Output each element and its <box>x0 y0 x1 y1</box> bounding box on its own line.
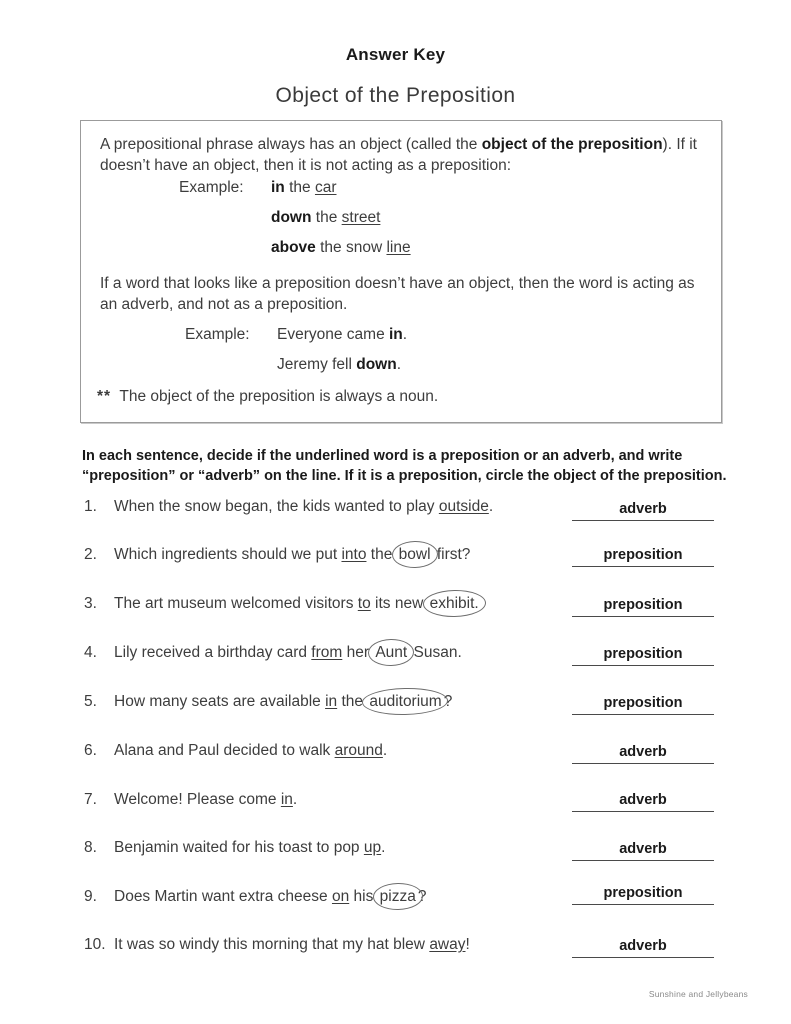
example-object: line <box>386 239 411 256</box>
answer-text: adverb <box>619 501 667 517</box>
info-paragraph-1 <box>100 134 704 176</box>
info-paragraph-1-suffix: ). If it doesn’t have an object, then it is not acting as a preposition: <box>100 136 697 174</box>
answer-text: adverb <box>619 938 667 954</box>
answer-line <box>572 763 714 764</box>
question-sentence <box>114 742 387 760</box>
answer-key-label: Answer Key <box>345 45 446 64</box>
directions-text: In each sentence, decide if the underlined word is a preposition or an adverb, and write “preposition” or “adverb” on the line. If it is a preposition, circle the object of the preposition. <box>82 448 727 484</box>
info-box <box>80 120 722 423</box>
sentence-text: Welcome! Please come <box>114 791 281 808</box>
example-1-line-2 <box>271 209 380 227</box>
underlined-word: to <box>357 595 371 612</box>
underlined-word: in <box>280 791 293 808</box>
answer-line <box>572 714 714 715</box>
answer-slot[interactable] <box>572 694 714 715</box>
answer-slot[interactable] <box>572 500 714 521</box>
sentence-text: the <box>337 693 368 710</box>
question-sentence <box>114 644 462 662</box>
answer-slot[interactable] <box>572 791 714 812</box>
answer-line <box>572 616 714 617</box>
sentence-text: her <box>342 644 374 661</box>
answer-slot[interactable] <box>572 645 714 666</box>
example-text: . <box>396 356 402 373</box>
example-preposition: above <box>271 239 316 256</box>
sentence-text: Benjamin waited for his toast to pop <box>114 839 364 856</box>
sentence-text: . <box>488 498 494 515</box>
info-paragraph-1-bold: object of the preposition <box>481 136 663 153</box>
question-number: 9. <box>84 888 97 905</box>
example-text: . <box>402 326 408 343</box>
answer-line <box>572 860 714 861</box>
example-preposition: down <box>271 209 312 226</box>
example-object: car <box>314 179 337 196</box>
example-text: the <box>311 209 342 226</box>
sentence-text: Which ingredients should we put <box>114 546 342 563</box>
sentence-text: its new <box>370 595 428 612</box>
page-title: Object of the Preposition <box>275 84 516 107</box>
circled-object-of-preposition: bowl <box>398 546 431 563</box>
question-sentence <box>114 546 470 564</box>
underlined-word: around <box>334 742 383 759</box>
answer-slot[interactable] <box>572 546 714 567</box>
circled-object-of-preposition: Aunt <box>375 644 408 661</box>
example-label-2: Example: <box>185 326 250 343</box>
answer-slot[interactable] <box>572 884 714 905</box>
note-asterisks: ** <box>97 388 112 405</box>
underlined-word: from <box>311 644 343 661</box>
sentence-text: It was so windy this morning that my hat blew <box>114 936 430 953</box>
example-1-line-1 <box>271 179 337 197</box>
sentence-text: The art museum welcomed visitors <box>114 595 358 612</box>
underlined-word: outside <box>438 498 489 515</box>
example-text: Everyone came <box>277 326 389 343</box>
sentence-text: his <box>349 888 378 905</box>
answer-line <box>572 665 714 666</box>
answer-slot[interactable] <box>572 743 714 764</box>
example-label-1: Example: <box>179 179 244 196</box>
answer-text: preposition <box>603 885 683 901</box>
underlined-word: in <box>325 693 338 710</box>
sentence-text: . <box>381 839 386 856</box>
example-2-line-1 <box>277 326 407 344</box>
example-1-line-3 <box>271 239 411 257</box>
sentence-text: ? <box>443 693 453 710</box>
question-number: 3. <box>84 595 97 612</box>
info-note <box>97 388 438 406</box>
answer-slot[interactable] <box>572 937 714 958</box>
sentence-text: When the snow began, the kids wanted to play <box>114 498 439 515</box>
sentence-text: Alana and Paul decided to walk <box>114 742 335 759</box>
example-adverb: down <box>356 356 397 373</box>
question-number: 7. <box>84 791 97 808</box>
circled-object-of-preposition: auditorium <box>369 693 442 710</box>
answer-line <box>572 566 714 567</box>
question-sentence <box>114 693 452 711</box>
sentence-text: first? <box>432 546 471 563</box>
sentence-text: . <box>292 791 298 808</box>
underlined-word: up <box>363 839 382 856</box>
sentence-text: ? <box>417 888 427 905</box>
info-paragraph-1-prefix: A prepositional phrase always has an object (called the <box>100 136 482 153</box>
answer-line <box>572 957 714 958</box>
question-sentence <box>114 791 297 809</box>
question-number: 1. <box>84 498 97 515</box>
underlined-word: into <box>341 546 367 563</box>
sentence-text: Susan. <box>409 644 462 661</box>
answer-text: adverb <box>619 744 667 760</box>
example-text: the snow <box>315 239 387 256</box>
answer-text: adverb <box>619 792 667 808</box>
answer-line <box>572 520 714 521</box>
answer-line <box>572 904 714 905</box>
question-sentence <box>114 595 481 613</box>
answer-slot[interactable] <box>572 840 714 861</box>
answer-text: preposition <box>603 597 683 613</box>
question-number: 10. <box>84 936 106 953</box>
answer-text: adverb <box>619 841 667 857</box>
footer-credit: Sunshine and Jellybeans <box>648 989 748 999</box>
answer-text: preposition <box>603 547 683 563</box>
question-sentence <box>114 839 385 857</box>
question-number: 2. <box>84 546 97 563</box>
answer-line <box>572 811 714 812</box>
question-sentence <box>114 888 426 906</box>
answer-text: preposition <box>603 646 683 662</box>
question-number: 5. <box>84 693 97 710</box>
question-sentence <box>114 936 470 954</box>
info-paragraph-2: If a word that looks like a preposition doesn’t have an object, then the word is acting as an adverb, and not as a preposition. <box>100 275 695 313</box>
answer-slot[interactable] <box>572 596 714 617</box>
example-object: street <box>341 209 381 226</box>
sentence-text: How many seats are available <box>114 693 326 710</box>
example-text: Jeremy fell <box>277 356 357 373</box>
underlined-word: on <box>331 888 350 905</box>
note-text: The object of the preposition is always a noun. <box>119 388 439 405</box>
question-sentence <box>114 498 493 516</box>
example-text: the <box>284 179 315 196</box>
sentence-text: . <box>382 742 388 759</box>
sentence-text: Does Martin want extra cheese <box>114 888 332 905</box>
question-number: 4. <box>84 644 97 661</box>
circled-object-of-preposition: exhibit. <box>429 595 479 612</box>
example-2-line-2 <box>277 356 401 374</box>
answer-text: preposition <box>603 695 683 711</box>
sentence-text: ! <box>465 936 470 953</box>
sentence-text: the <box>366 546 397 563</box>
example-preposition: in <box>271 179 285 196</box>
circled-object-of-preposition: pizza <box>379 888 416 905</box>
question-number: 8. <box>84 839 97 856</box>
underlined-word: away <box>429 936 466 953</box>
info-box-content <box>81 121 721 422</box>
question-number: 6. <box>84 742 97 759</box>
example-adverb: in <box>389 326 403 343</box>
sentence-text: Lily received a birthday card <box>114 644 312 661</box>
